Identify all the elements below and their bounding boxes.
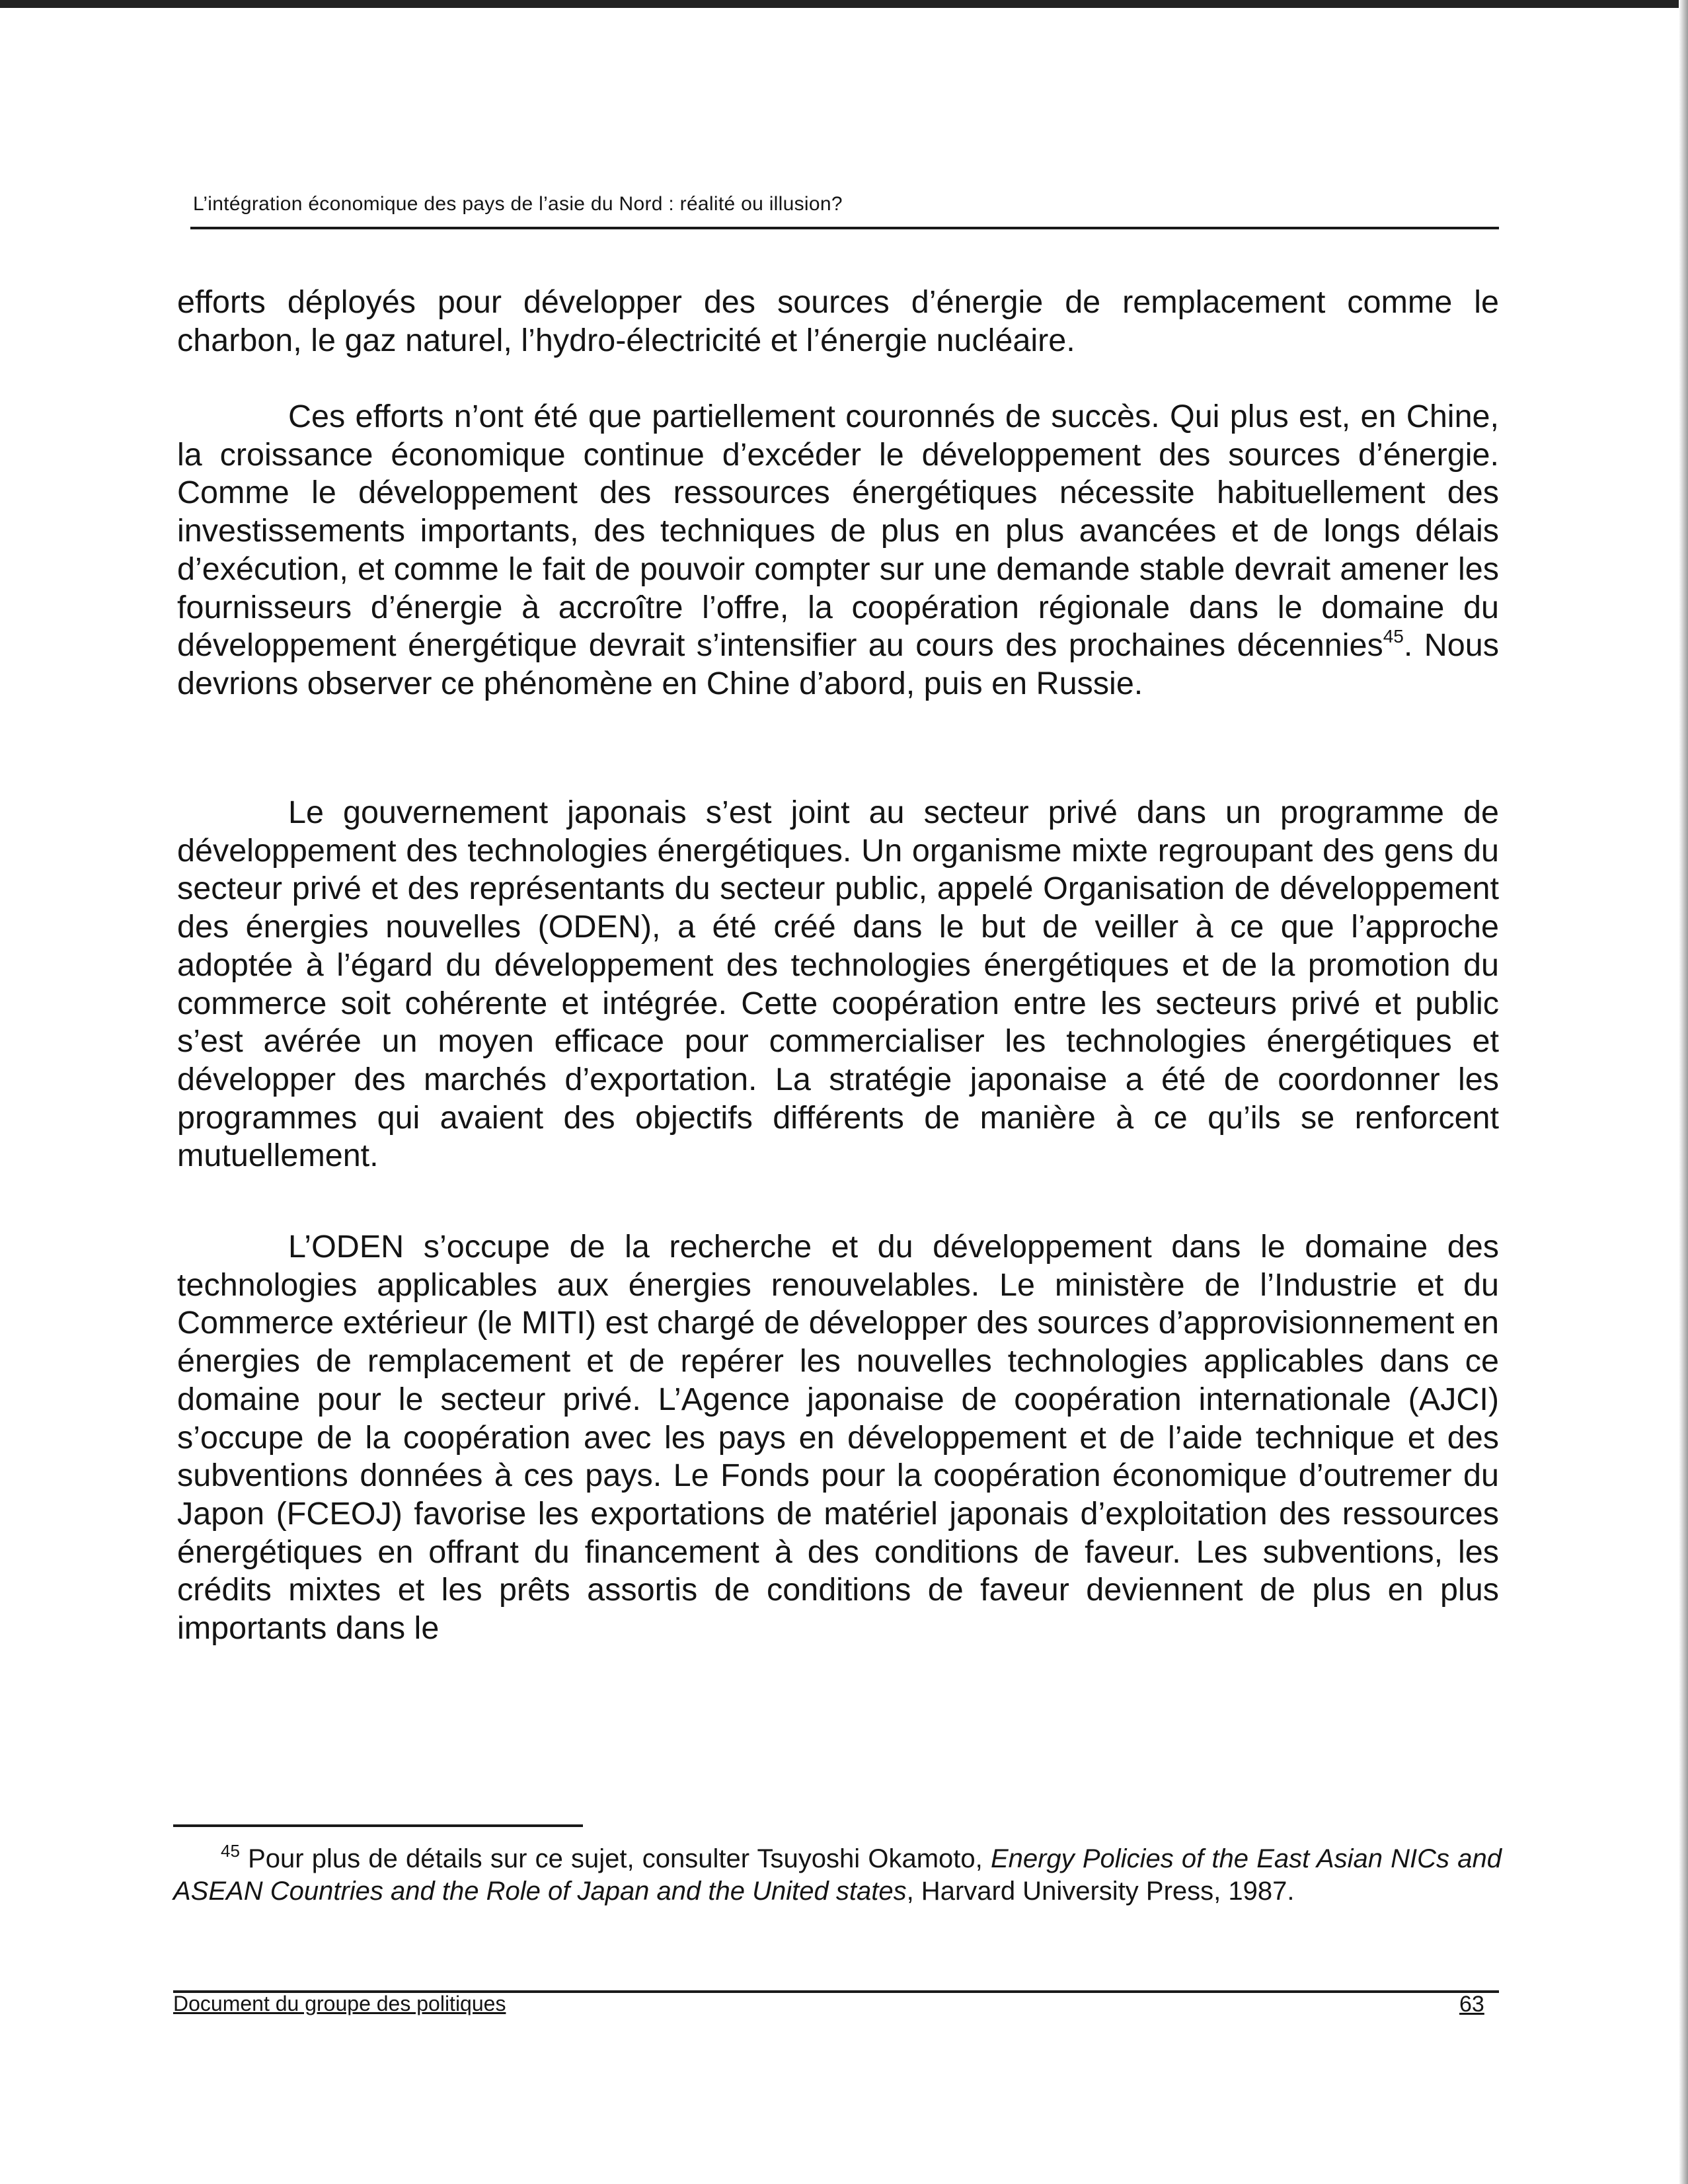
footnote-reference: 45 (1383, 626, 1404, 647)
scan-top-edge (0, 0, 1688, 8)
paragraph-3: Le gouvernement japonais s’est joint au secteur privé dans un programme de développement des technologies énergétiques. Un organisme mixte regroupant des gens du secteur privé et des représentants du secteur public, appelé Organisation de développement des énergies nouvelles (ODEN), a été créé dans le but de veiller à ce que l’approche adoptée à l’égard du développement des technologies énergétiques et de la promotion du commerce soit cohérente et intégrée. Cette coopération entre les secteurs privé et public s’est avérée un moyen efficace pour commercialiser les technologies énergétiques et développer des marchés d’exportation. La stratégie japonaise a été de coordonner les programmes qui avaient des objectifs différents de manière à ce qu’ils se renforcent mutuellement. (177, 795, 1499, 1174)
paragraph-1: efforts déployés pour développer des sources d’énergie de remplacement comme le charbon, le gaz naturel, l’hydro-électricité et l’énergie nucléaire. (177, 284, 1499, 358)
footnote-number: 45 (221, 1841, 240, 1861)
footnote-text-after: , Harvard University Press, 1987. (906, 1877, 1295, 1906)
running-header: L’intégration économique des pays de l’asie du Nord : réalité ou illusion? (193, 193, 843, 215)
page-number: 63 (1459, 1992, 1484, 2017)
paragraph-4: L’ODEN s’occupe de la recherche et du développement dans le domaine des technologies applicables aux énergies renouvelables. Le ministère de l’Industrie et du Commerce extérieur (le MITI) est chargé de développer des sources d’approvisionnement en énergies de remplacement et de repérer les nouvelles technologies applicables dans ce domaine pour le secteur privé. L’Agence japonaise de coopération internationale (AJCI) s’occupe de la coopération avec les pays en développement et de l’aide technique et des subventions données à ces pays. Le Fonds pour la coopération économique d’outremer du Japon (FCEOJ) favorise les exportations de matériel japonais d’exploitation des ressources énergétiques en offrant du financement à des conditions de faveur. Les subventions, les crédits mixtes et les prêts assortis de conditions de faveur deviennent de plus en plus importants dans le (177, 1229, 1499, 1647)
paragraph-2-text-before: Ces efforts n’ont été que partiellement couronnés de succès. Qui plus est, en Chine, la croissance économique continue d’excéder le développement des sources d’énergie. Comme le développement des ressources énergétiques nécessite habituellement des investissements importants, des techniques de plus en plus avancées et de longs délais d’exécution, et comme le fait de pouvoir compter sur une demande stable devrait amener les fournisseurs d’énergie à accroître l’offre, la coopération régionale dans le domaine du développement énergétique devrait s’intensifier au cours des prochaines décennies (177, 399, 1499, 664)
footnote (173, 1843, 1502, 1908)
footer-document-label: Document du groupe des politiques (173, 1992, 506, 2015)
footnote-text-before: Pour plus de détails sur ce sujet, consulter Tsuyoshi Okamoto, (248, 1844, 991, 1873)
paragraph-2-text-after: . Nous devrions observer ce phénomène en Chine d’abord, puis en Russie. (177, 627, 1500, 701)
footnote-rule (173, 1824, 583, 1827)
scan-right-edge (1679, 0, 1688, 2184)
footnote-book-title: Energy Policies of the East Asian NICs and ASEAN Countries and the Role of Japan and the United states (173, 1844, 1502, 1906)
paragraph-2 (177, 398, 1499, 703)
header-rule (190, 227, 1499, 229)
